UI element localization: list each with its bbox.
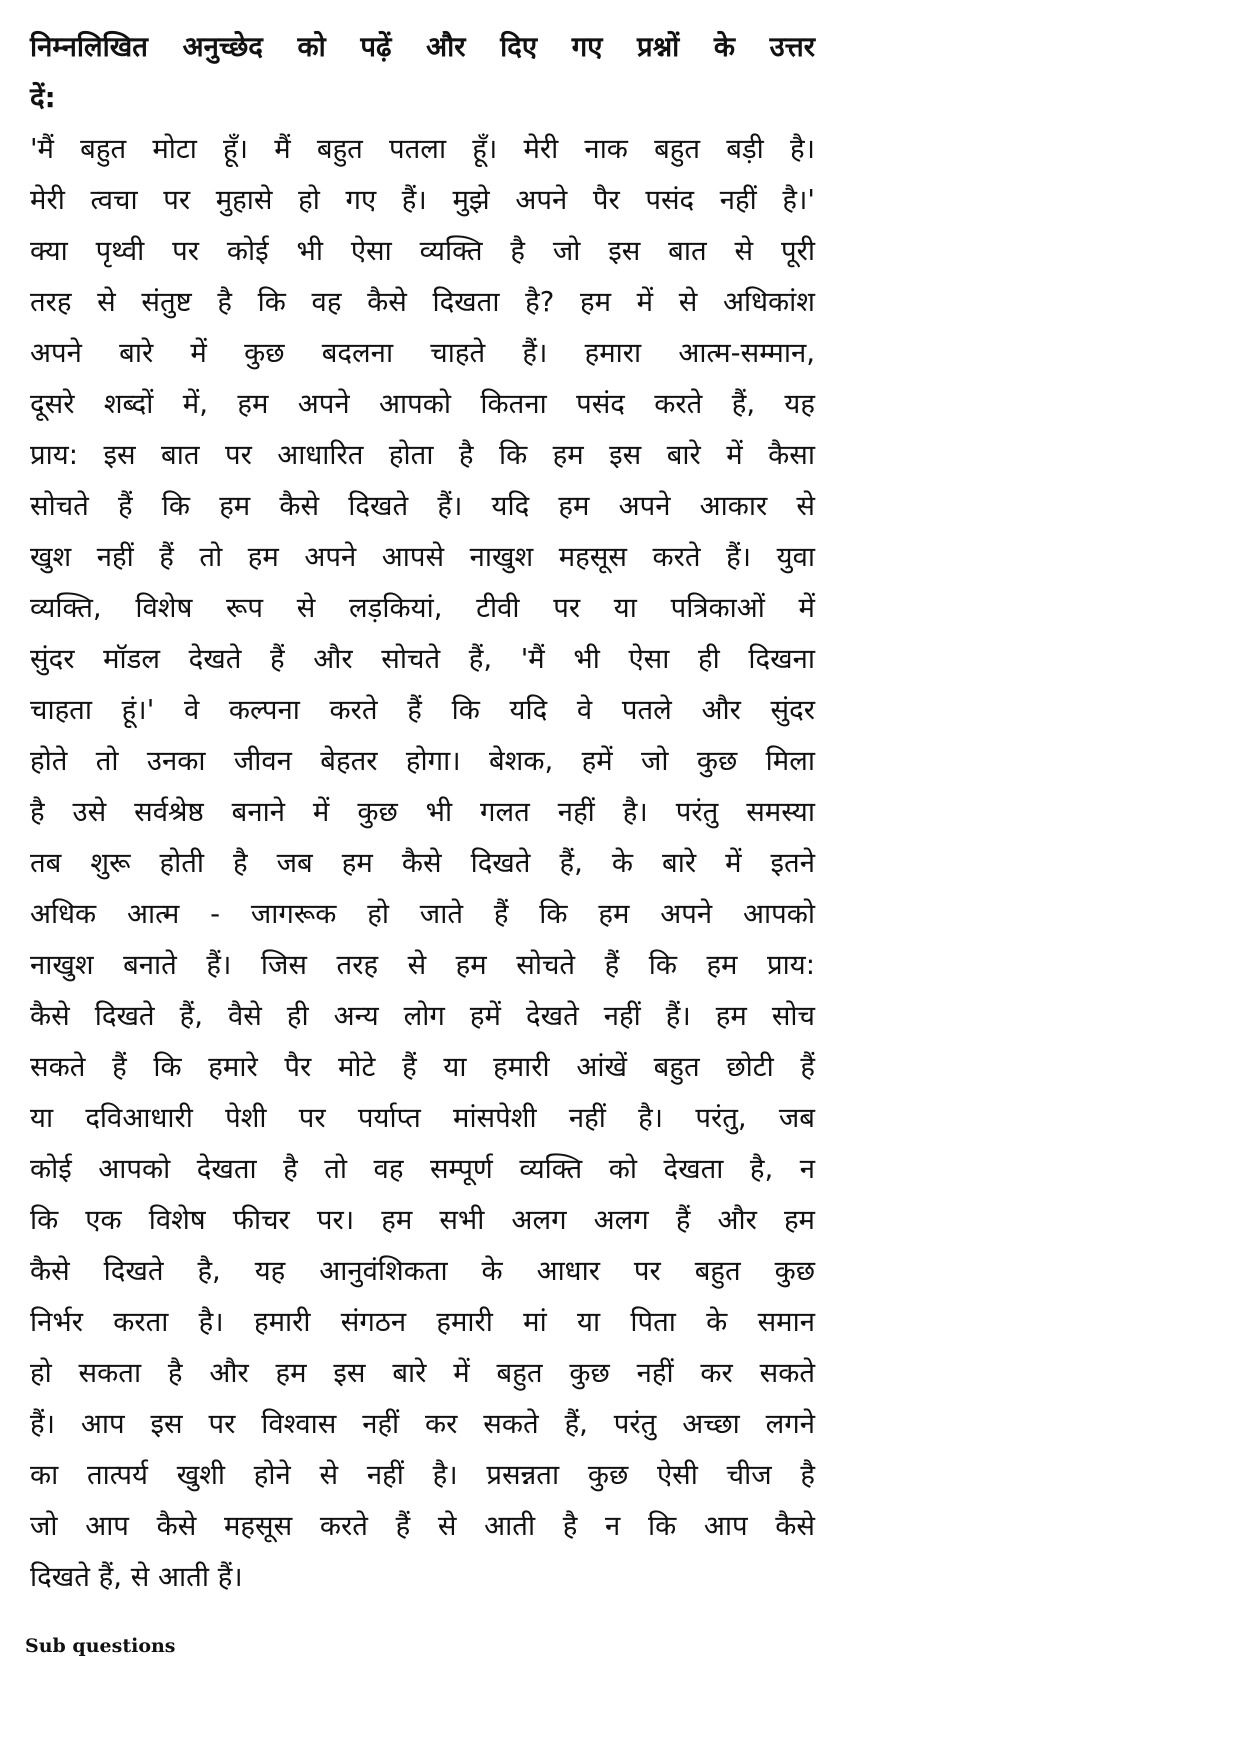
instruction-line: दें: — [30, 82, 56, 114]
passage-line: दिखते हैं, से आती हैं। — [30, 1561, 243, 1593]
passage-line: है उसे सर्वश्रेष्ठ बनाने में कुछ भी गलत नहीं है। परंतु समस्या — [30, 796, 815, 828]
passage-line: कैसे दिखते है, यह आनुवंशिकता के आधार पर बहुत कुछ — [30, 1255, 815, 1287]
passage-line: तब शुरू होती है जब हम कैसे दिखते हैं, के बारे में इतने — [30, 847, 815, 879]
instruction-line: निम्नलिखित अनुच्छेद को पढ़ें और दिए गए प्रश्नों के उत्तर — [30, 31, 815, 63]
passage-line: तरह से संतुष्ट है कि वह कैसे दिखता है? हम में से अधिकांश — [30, 286, 815, 318]
passage-line: चाहता हूं।' वे कल्पना करते हैं कि यदि वे पतले और सुंदर — [30, 694, 815, 726]
passage-line: व्यक्ति, विशेष रूप से लड़कियां, टीवी पर या पत्रिकाओं में — [30, 592, 815, 624]
passage-line: निर्भर करता है। हमारी संगठन हमारी मां या पिता के समान — [30, 1306, 815, 1338]
passage-line: 'मैं बहुत मोटा हूँ। मैं बहुत पतला हूँ। मेरी नाक बहुत बड़ी है। — [30, 133, 815, 165]
passage-line: का तात्पर्य खुशी होने से नहीं है। प्रसन्नता कुछ ऐसी चीज है — [30, 1459, 815, 1491]
passage-line: दूसरे शब्दों में, हम अपने आपको कितना पसंद करते हैं, यह — [30, 388, 815, 420]
passage-line: जो आप कैसे महसूस करते हैं से आती है न कि आप कैसे — [30, 1510, 815, 1542]
passage-line: या दविआधारी पेशी पर पर्याप्त मांसपेशी नहीं है। परंतु, जब — [30, 1102, 815, 1134]
passage-line: हो सकता है और हम इस बारे में बहुत कुछ नहीं कर सकते — [30, 1357, 815, 1389]
passage-line: कोई आपको देखता है तो वह सम्पूर्ण व्यक्ति को देखता है, न — [30, 1153, 815, 1185]
sub-questions-heading: Sub questions — [25, 1635, 176, 1657]
passage-line: सोचते हैं कि हम कैसे दिखते हैं। यदि हम अपने आकार से — [30, 490, 815, 522]
passage-line: कि एक विशेष फीचर पर। हम सभी अलग अलग हैं और हम — [30, 1204, 815, 1236]
passage-line: मेरी त्वचा पर मुहासे हो गए हैं। मुझे अपने पैर पसंद नहीं है।' — [30, 184, 815, 216]
passage-line: सकते हैं कि हमारे पैर मोटे हैं या हमारी आंखें बहुत छोटी हैं — [30, 1051, 815, 1083]
passage-line: होते तो उनका जीवन बेहतर होगा। बेशक, हमें जो कुछ मिला — [30, 745, 815, 777]
passage-line: प्राय: इस बात पर आधारित होता है कि हम इस बारे में कैसा — [30, 439, 815, 471]
passage-line: सुंदर मॉडल देखते हैं और सोचते हैं, 'मैं भी ऐसा ही दिखना — [30, 643, 815, 675]
passage-line: कैसे दिखते हैं, वैसे ही अन्य लोग हमें देखते नहीं हैं। हम सोच — [30, 1000, 815, 1032]
passage — [30, 22, 815, 1603]
passage-line: अपने बारे में कुछ बदलना चाहते हैं। हमारा आत्म-सम्मान, — [30, 337, 815, 369]
passage-line: नाखुश बनाते हैं। जिस तरह से हम सोचते हैं कि हम प्राय: — [30, 949, 815, 981]
passage-line: अधिक आत्म - जागरूक हो जाते हैं कि हम अपने आपको — [30, 898, 815, 930]
passage-line: खुश नहीं हैं तो हम अपने आपसे नाखुश महसूस करते हैं। युवा — [30, 541, 815, 573]
passage-line: हैं। आप इस पर विश्वास नहीं कर सकते हैं, परंतु अच्छा लगने — [30, 1408, 815, 1440]
passage-line: क्या पृथ्वी पर कोई भी ऐसा व्यक्ति है जो इस बात से पूरी — [30, 235, 815, 267]
